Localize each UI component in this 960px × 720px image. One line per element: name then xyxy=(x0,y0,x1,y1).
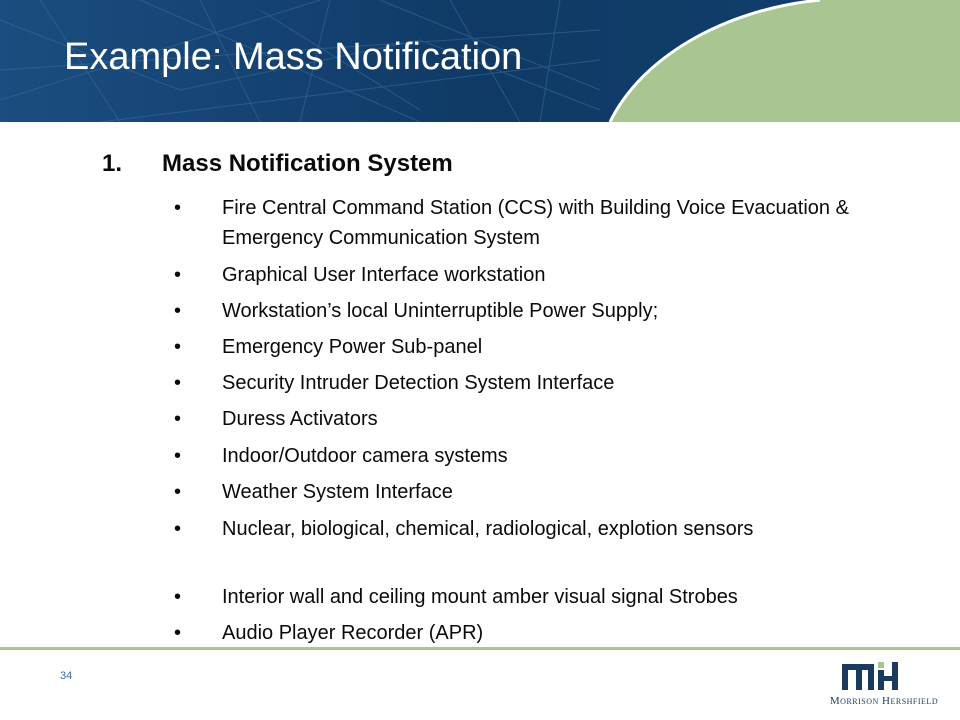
bullet-icon: • xyxy=(174,481,182,503)
heading-number: 1. xyxy=(102,150,123,177)
bullet-icon: • xyxy=(174,264,182,286)
mh-logo-icon xyxy=(840,660,900,692)
section-heading xyxy=(102,150,453,178)
list-item-text: Emergency Power Sub-panel xyxy=(222,336,483,358)
list-item-text: Security Intruder Detection System Interface xyxy=(222,372,615,394)
company-logo xyxy=(818,660,950,710)
bullet-icon: • xyxy=(174,197,182,219)
list-item-text: Audio Player Recorder (APR) xyxy=(222,622,484,644)
bullet-icon: • xyxy=(174,372,182,394)
list-item-text: Indoor/Outdoor camera systems xyxy=(222,445,508,467)
slide-header xyxy=(0,0,960,122)
bullet-icon: • xyxy=(174,336,182,358)
slide-title: Example: Mass Notification xyxy=(64,36,523,78)
bullet-icon: • xyxy=(174,622,182,644)
list-item-text: Graphical User Interface workstation xyxy=(222,264,546,286)
bullet-icon: • xyxy=(174,518,182,540)
bullet-icon: • xyxy=(174,300,182,322)
logo-wordmark: Morrison Hershfield xyxy=(829,695,939,707)
list-item-text: Workstation’s local Uninterruptible Power Supply; xyxy=(222,300,659,322)
list-item-text: Interior wall and ceiling mount amber visual signal Strobes xyxy=(222,586,738,608)
bullet-icon: • xyxy=(174,586,182,608)
footer-divider xyxy=(0,647,960,650)
bullet-icon: • xyxy=(174,445,182,467)
list-item-text: Fire Central Command Station (CCS) with Building Voice Evacuation & Emergency Communication System xyxy=(222,197,849,249)
list-item-text: Nuclear, biological, chemical, radiological, explotion sensors xyxy=(222,518,754,540)
list-item-text: Duress Activators xyxy=(222,408,378,430)
list-item-text: Weather System Interface xyxy=(222,481,453,503)
bullet-icon: • xyxy=(174,408,182,430)
heading-text: Mass Notification System xyxy=(162,150,453,177)
page-number: 34 xyxy=(60,670,73,682)
